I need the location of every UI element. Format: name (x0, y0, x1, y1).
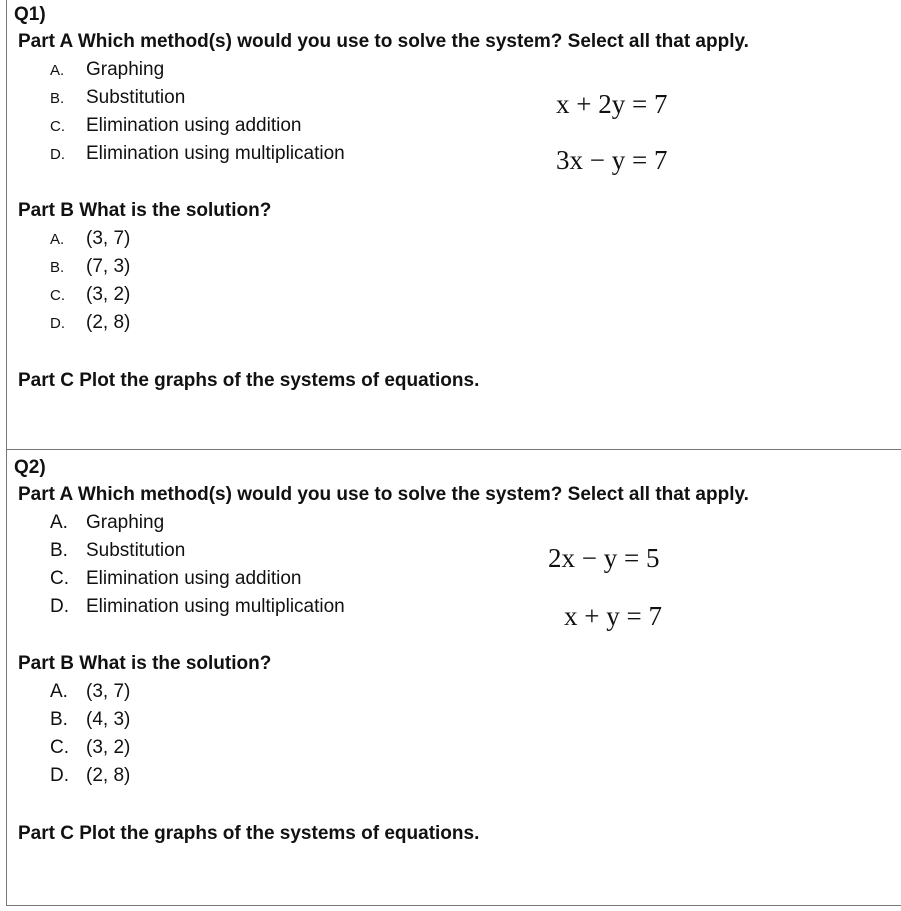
q2-part-a-option-b[interactable]: B. Substitution (50, 540, 186, 561)
q2-part-b-option-b[interactable]: B. (4, 3) (50, 709, 131, 730)
q2-part-b-option-c[interactable]: C. (3, 2) (50, 737, 131, 758)
q1-equation-1: x + 2y = 7 (556, 89, 668, 119)
q2-part-b-option-a[interactable]: A. (3, 7) (50, 681, 131, 702)
q1-part-b-option-c[interactable]: C. (3, 2) (50, 284, 131, 305)
q1-part-b-option-a[interactable]: A. (3, 7) (50, 228, 131, 249)
q1-part-a-option-c[interactable]: C. Elimination using addition (50, 115, 302, 136)
q2-part-a-option-a[interactable]: A. Graphing (50, 512, 165, 533)
q2-label: Q2) (14, 457, 46, 478)
q2-part-b-prompt: Part B What is the solution? (18, 653, 272, 674)
q2-part-a-prompt: Part A Which method(s) would you use to solve the system? Select all that apply. (18, 484, 749, 505)
q1-part-a-option-a[interactable]: A. Graphing (50, 59, 165, 80)
q2-equation-1: 2x − y = 5 (548, 543, 660, 573)
q2-part-a-option-d[interactable]: D. Elimination using multiplication (50, 596, 345, 617)
q2-equation-2: x + y = 7 (564, 601, 662, 631)
q1-part-a-option-d[interactable]: D. Elimination using multiplication (50, 143, 345, 164)
q2-part-b-option-d[interactable]: D. (2, 8) (50, 765, 131, 786)
q1-part-c-prompt: Part C Plot the graphs of the systems of equations. (18, 370, 480, 391)
q1-equation-2: 3x − y = 7 (556, 145, 668, 175)
q1-part-b-prompt: Part B What is the solution? (18, 200, 272, 221)
question-divider (6, 449, 901, 450)
q1-part-a-prompt: Part A Which method(s) would you use to solve the system? Select all that apply. (18, 31, 749, 52)
q1-part-b-option-d[interactable]: D. (2, 8) (50, 312, 131, 333)
q1-part-b-option-b[interactable]: B. (7, 3) (50, 256, 131, 277)
q1-part-a-option-b[interactable]: B. Substitution (50, 87, 186, 108)
q1-label: Q1) (14, 4, 46, 25)
q2-part-a-option-c[interactable]: C. Elimination using addition (50, 568, 302, 589)
q2-part-c-prompt: Part C Plot the graphs of the systems of equations. (18, 823, 480, 844)
